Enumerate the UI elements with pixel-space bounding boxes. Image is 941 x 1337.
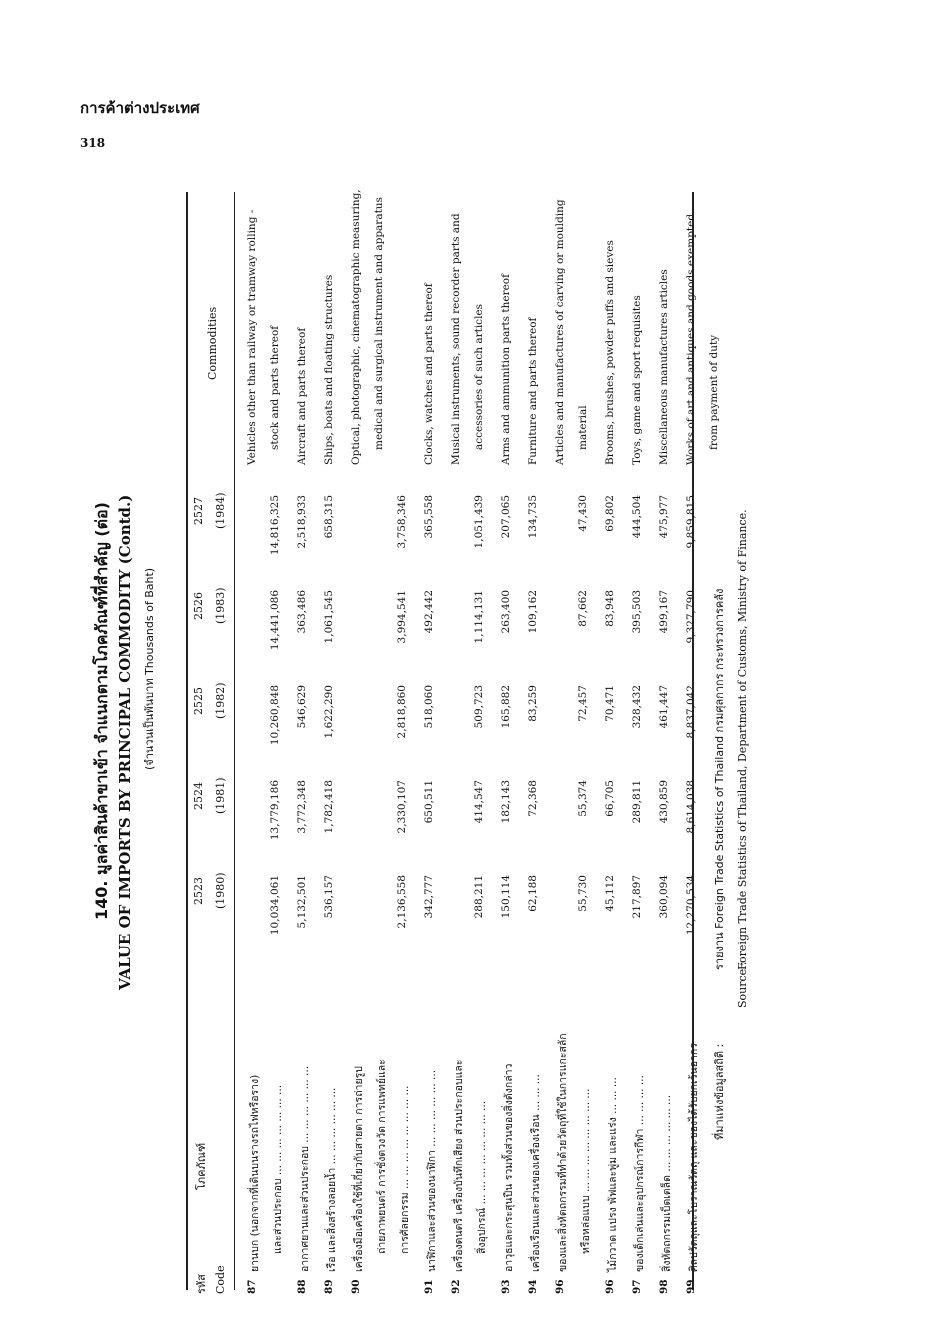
- row-commodity-en: Aircraft and parts thereof: [296, 327, 308, 465]
- running-head: การค้าต่างประเทศ: [80, 99, 200, 117]
- header-code-en: Code: [214, 1265, 227, 1294]
- row-code: 96: [604, 1279, 616, 1294]
- source-text-en: Foreign Trade Statistics of Thailand, Department of Customs, Ministry of Finance.: [736, 509, 749, 970]
- row-value: 5,132,501: [296, 875, 308, 929]
- source-label-en: Source :: [736, 961, 749, 1008]
- row-value: 3,758,346: [396, 495, 408, 549]
- row-value: 2,818,860: [396, 685, 408, 739]
- row-value: 2,330,107: [396, 780, 408, 834]
- row-value: 289,811: [631, 780, 643, 824]
- year-header-be: 2526: [192, 592, 205, 620]
- top-rule: [186, 192, 188, 1290]
- row-commodity-en: Works of art and antiques and goods exempted: [685, 213, 697, 465]
- row-commodity-en: from payment of duty: [708, 334, 720, 450]
- row-value: 3,994,541: [396, 590, 408, 644]
- row-value: 650,511: [423, 780, 435, 824]
- row-value: 72,457: [577, 685, 589, 722]
- source-text-th: รายงาน Foreign Trade Statistics of Thailand กรมศุลกากร กระทรวงการคลัง: [713, 588, 726, 970]
- row-value: 14,816,325: [269, 495, 281, 556]
- row-value: 475,977: [658, 495, 670, 539]
- row-value: 363,486: [296, 590, 308, 634]
- row-commodity-th: สิ่งหัตถกรรมเบ็ดเตล็ด ... ... ... ... ... ...: [661, 1094, 673, 1272]
- row-code: 92: [450, 1279, 462, 1294]
- row-value: 3,772,348: [296, 780, 308, 834]
- table-title-thai: 140. มูลค่าสินค้าขาเข้า จำแนกตามโภคภัณฑ์ที่สำคัญ (ต่อ): [92, 502, 111, 920]
- row-value: 288,211: [473, 875, 485, 919]
- row-commodity-th: นาฬิกาและส่วนของนาฬิกา ... ... ... ... ... ...: [426, 1069, 438, 1272]
- row-code: 90: [350, 1279, 362, 1294]
- row-value: 499,167: [658, 590, 670, 634]
- row-commodity-en: material: [577, 405, 589, 450]
- row-value: 1,622,290: [323, 685, 335, 739]
- header-commodity-th: โภคภัณฑ์: [195, 1142, 208, 1190]
- row-value: 134,735: [527, 495, 539, 539]
- row-code: 91: [423, 1279, 435, 1294]
- row-value: 10,260,848: [269, 685, 281, 746]
- row-value: 395,503: [631, 590, 643, 634]
- row-value: 365,558: [423, 495, 435, 539]
- row-value: 10,034,061: [269, 875, 281, 936]
- row-value: 66,705: [604, 780, 616, 817]
- year-header-be: 2527: [192, 497, 205, 525]
- row-commodity-en: Brooms, brushes, powder puffs and sieves: [604, 240, 616, 465]
- row-value: 83,948: [604, 590, 616, 627]
- row-value: 360,094: [658, 875, 670, 919]
- row-commodity-en: Toys, game and sport requisites: [631, 295, 643, 465]
- row-value: 72,368: [527, 780, 539, 817]
- bottom-rule: [692, 192, 694, 1290]
- row-value: 492,442: [423, 590, 435, 634]
- row-value: 69,802: [604, 495, 616, 532]
- row-value: 70,471: [604, 685, 616, 722]
- row-value: 12,270,534: [685, 875, 697, 936]
- row-value: 14,441,086: [269, 590, 281, 651]
- row-commodity-th: ถ่ายภาพยนตร์ การชั่งตวงวัด การแพทย์และ: [376, 1059, 388, 1254]
- row-commodity-th: หรือหล่อแบบ ... ... ... ... ... ... ... ...: [580, 1088, 592, 1254]
- row-value: 217,897: [631, 875, 643, 919]
- row-value: 109,162: [527, 590, 539, 634]
- row-value: 8,837,042: [685, 685, 697, 739]
- row-commodity-en: Clocks, watches and parts thereof: [423, 283, 435, 465]
- row-commodity-en: Articles and manufactures of carving or moulding: [554, 199, 566, 465]
- table-title-english: VALUE OF IMPORTS BY PRINCIPAL COMMODITY (Contd.): [116, 494, 134, 990]
- row-value: 546,629: [296, 685, 308, 729]
- row-code: 99: [685, 1279, 697, 1294]
- row-value: 1,114,131: [473, 590, 485, 644]
- row-commodity-en: Vehicles other than railway or tramway rolling -: [246, 209, 258, 465]
- row-commodity-en: Optical, photographic, cinematographic measuring,: [350, 189, 362, 465]
- row-code: 96: [554, 1279, 566, 1294]
- row-value: 461,447: [658, 685, 670, 729]
- row-value: 9,859,815: [685, 495, 697, 549]
- row-commodity-th: ไม้กวาด แปรง พัฟและพู่ม และแร่ง ... ... ...: [607, 1077, 619, 1272]
- row-code: 88: [296, 1279, 308, 1294]
- row-value: 342,777: [423, 875, 435, 919]
- row-commodity-en: accessories of such articles: [473, 303, 485, 450]
- row-commodity-en: Furniture and parts thereof: [527, 317, 539, 465]
- row-commodity-en: medical and surgical instrument and apparatus: [373, 197, 385, 450]
- row-commodity-th: ศิลปวัตถุและโบราณวัตถุ และของได้รับยกเว้นอากร: [688, 1043, 700, 1272]
- row-value: 509,723: [473, 685, 485, 729]
- row-value: 13,779,186: [269, 780, 281, 841]
- row-value: 45,112: [604, 875, 616, 912]
- row-commodity-th: เครื่องมือเครื่องใช้ที่เกี่ยวกับสายตา การถ่ายรูป: [353, 1066, 365, 1272]
- row-value: 518,060: [423, 685, 435, 729]
- header-rule: [234, 192, 235, 1290]
- row-commodity-en: Ships, boats and floating structures: [323, 274, 335, 465]
- row-value: 150,114: [500, 875, 512, 919]
- year-header-be: 2524: [192, 782, 205, 810]
- row-value: 1,061,545: [323, 590, 335, 644]
- year-header-ce: (1980): [214, 872, 227, 909]
- row-commodity-en: stock and parts thereof: [269, 325, 281, 450]
- row-commodity-th: ของและสิ่งหัตถกรรมที่ทำด้วยวัตถุที่ใช้ในการแกะสลัก: [557, 1033, 569, 1272]
- row-value: 430,859: [658, 780, 670, 824]
- header-code-th: รหัส: [195, 1274, 208, 1294]
- row-commodity-th: อาวุธและกระสุนปืน รวมทั้งส่วนของสิ่งดังกล่าว: [503, 1063, 515, 1272]
- row-value: 263,400: [500, 590, 512, 634]
- year-header-ce: (1981): [214, 777, 227, 814]
- row-value: 207,065: [500, 495, 512, 539]
- row-value: 165,882: [500, 685, 512, 729]
- row-commodity-en: Musical instruments, sound recorder parts and: [450, 213, 462, 465]
- row-value: 8,614,038: [685, 780, 697, 834]
- row-code: 94: [527, 1279, 539, 1294]
- row-code: 98: [658, 1279, 670, 1294]
- row-value: 182,143: [500, 780, 512, 824]
- row-value: 55,730: [577, 875, 589, 912]
- row-code: 89: [323, 1279, 335, 1294]
- rotated-table-page: [80, 190, 860, 1300]
- row-commodity-th: ของเด็กเล่นและอุปกรณ์การกีฬา ... ... ... ...: [634, 1075, 646, 1272]
- year-header-ce: (1983): [214, 587, 227, 624]
- row-value: 62,188: [527, 875, 539, 912]
- row-value: 87,662: [577, 590, 589, 627]
- row-commodity-th: และส่วนประกอบ ... ... ... ... ... ... ...: [272, 1084, 284, 1254]
- row-commodity-th: การศัลยกรรม ... ... ... ... ... ... ... ...: [399, 1085, 411, 1254]
- row-value: 658,315: [323, 495, 335, 539]
- row-value: 9,327,790: [685, 590, 697, 644]
- row-commodity-th: เครื่องเรือนและส่วนของเครื่องเรือน ... ... ...: [530, 1074, 542, 1272]
- row-code: 93: [500, 1279, 512, 1294]
- row-value: 444,504: [631, 495, 643, 539]
- row-value: 55,374: [577, 780, 589, 817]
- row-commodity-en: Arms and ammunition parts thereof: [500, 273, 512, 465]
- row-value: 47,430: [577, 495, 589, 532]
- year-header-be: 2523: [192, 877, 205, 905]
- row-code: 97: [631, 1279, 643, 1294]
- row-commodity-th: เครื่องดนตรี เครื่องบันทึกเสียง ส่วนประกอบและ: [453, 1059, 465, 1272]
- row-commodity-th: สิ่งอุปกรณ์ ... ... ... ... ... ... ... ...: [476, 1100, 488, 1254]
- row-value: 414,547: [473, 780, 485, 824]
- row-commodity-th: ยานบก (นอกจากที่เดินบนรางรถไฟหรือราง): [249, 1074, 261, 1272]
- year-header-ce: (1984): [214, 492, 227, 529]
- source-label-th: ที่มาแห่งข้อมูลสถิติ :: [713, 1043, 726, 1140]
- row-value: 536,157: [323, 875, 335, 919]
- row-value: 2,518,933: [296, 495, 308, 549]
- row-value: 2,136,558: [396, 875, 408, 929]
- row-value: 83,259: [527, 685, 539, 722]
- row-value: 1,051,439: [473, 495, 485, 549]
- year-header-be: 2525: [192, 687, 205, 715]
- year-header-ce: (1982): [214, 682, 227, 719]
- row-value: 1,782,418: [323, 780, 335, 834]
- row-commodity-en: Miscellaneous manufactures articles: [658, 269, 670, 465]
- unit-note: (จำนวนเป็นพันบาท Thousands of Baht): [143, 567, 156, 770]
- page-number: 318: [80, 136, 106, 150]
- row-commodity-th: อากาศยานและส่วนประกอบ ... ... ... ... ... ...: [299, 1065, 311, 1272]
- row-code: 87: [246, 1279, 258, 1294]
- header-commodity-en: Commodities: [206, 306, 219, 380]
- row-value: 328,432: [631, 685, 643, 729]
- row-commodity-th: เรือ และสิ่งสร้างลอยน้ำ ... ... ... ... ... ...: [326, 1087, 338, 1272]
